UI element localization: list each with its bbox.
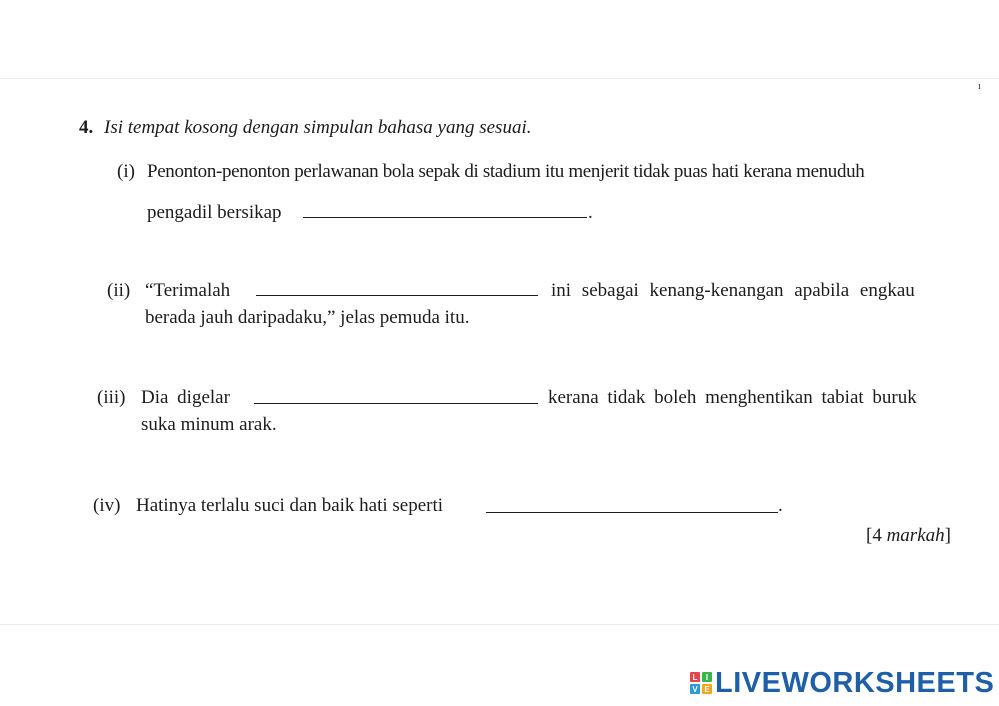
logo-square-l: L — [690, 672, 700, 682]
answer-blank-ii[interactable] — [256, 295, 538, 296]
item-label-i: (i) — [117, 161, 135, 182]
question-instruction: Isi tempat kosong dengan simpulan bahasa yang sesuai. — [104, 117, 532, 138]
page-mark: ı — [978, 81, 981, 92]
logo-square-v: V — [690, 684, 700, 694]
logo-square-e: E — [702, 684, 712, 694]
item-ii-text-before: “Terimalah — [145, 280, 231, 301]
item-i-text-line2: pengadil bersikap — [147, 202, 282, 223]
item-i-period: . — [588, 202, 593, 223]
item-label-iv: (iv) — [93, 495, 121, 516]
item-label-iii: (iii) — [97, 387, 126, 408]
question-number: 4. — [79, 117, 94, 138]
logo-square-i: I — [702, 672, 712, 682]
item-iv-text-before: Hatinya terlalu suci dan baik hati seperti — [136, 495, 444, 516]
answer-blank-iii[interactable] — [254, 403, 538, 404]
marks-label: [4 markah] — [866, 525, 951, 546]
worksheet-page — [0, 78, 999, 625]
answer-blank-i[interactable] — [303, 217, 587, 218]
liveworksheets-logo[interactable] — [690, 665, 994, 701]
item-iii-text-line2: suka minum arak. — [141, 414, 277, 435]
item-i-text-line1: Penonton-penonton perlawanan bola sepak di stadium itu menjerit tidak puas hati kerana menuduh — [147, 161, 865, 182]
logo-grid-icon — [690, 672, 712, 694]
item-iii-text-before: Dia digelar — [141, 387, 230, 408]
answer-blank-iv[interactable] — [486, 512, 778, 513]
item-ii-text-line2: berada jauh daripadaku,” jelas pemuda itu. — [145, 307, 470, 328]
item-iv-period: . — [778, 495, 783, 516]
logo-wordmark: LIVEWORKSHEETS — [715, 666, 995, 699]
item-iii-text-after: kerana tidak boleh menghentikan tabiat buruk — [548, 387, 917, 408]
item-label-ii: (ii) — [107, 280, 131, 301]
item-ii-text-after: ini sebagai kenang-kenangan apabila engkau — [551, 280, 915, 301]
